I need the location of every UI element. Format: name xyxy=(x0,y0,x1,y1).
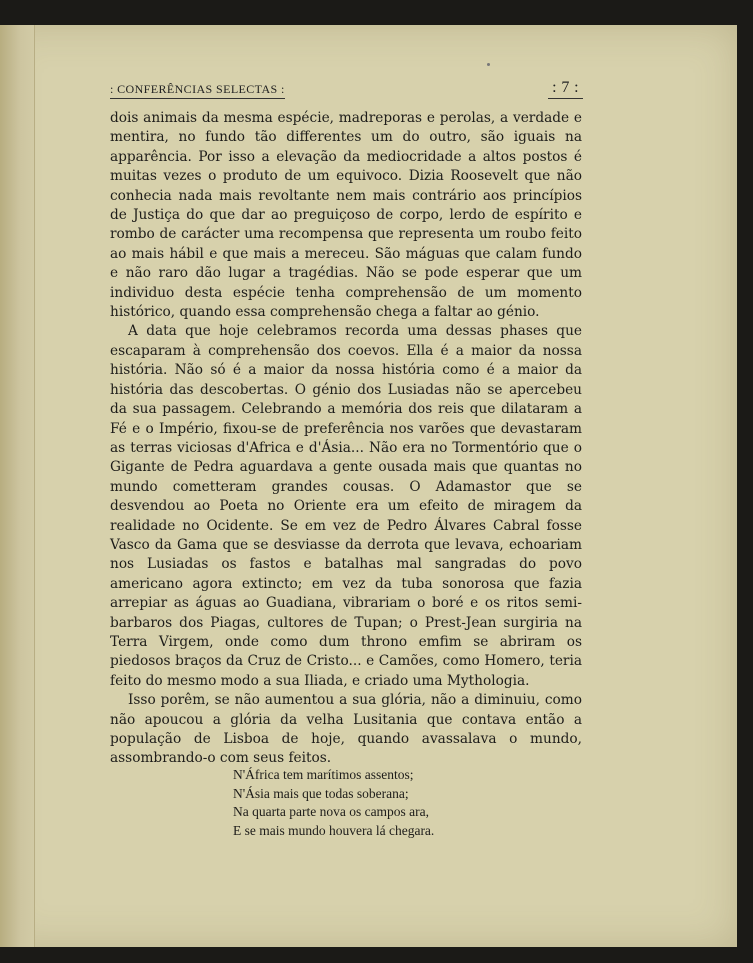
poem-line: E se mais mundo houvera lá chegara. xyxy=(233,822,435,838)
running-title: : CONFERÊNCIAS SELECTAS : xyxy=(110,82,285,99)
poem-line: N'África tem marítimos assentos; xyxy=(233,767,414,782)
poem-stanza xyxy=(233,766,434,840)
paragraph: Isso porêm, se não aumentou a sua glória, não a diminuiu, como não apoucou a glória da velha Lusitania que contava então a população de Lisboa de hoje, quando avassalava o mundo, assombrando-o com seus feitos. xyxy=(110,692,582,767)
paper-speck xyxy=(487,63,490,66)
body-text xyxy=(110,109,582,769)
page-number: : 7 : xyxy=(548,79,583,99)
poem-line: Na quarta parte nova os campos ara, xyxy=(233,804,430,819)
poem-line: N'Ásia mais que todas soberana; xyxy=(233,785,409,801)
paragraph: dois animais da mesma espécie, madreporas e perolas, a verdade e mentira, no fundo tão differentes um do outro, são iguais na apparência. Por isso a elevação da mediocridade a altos postos é muitas vezes o produto de um equivoco. Dizia Roosevelt que não conhecia nada mais revoltante nem mais contrário aos princípios de Justiça do que dar ao preguiçoso de corpo, lerdo de espírito e rombo de carácter uma recompensa que representa um roubo feito ao mais hábil e que mais a mereceu. São máguas que calam fundo e não raro dão lugar a tragédias. Não se pode esperar que um individuo desta espécie tenha comprehensão de um momento histórico, quando essa comprehensão chega a faltar ao génio. xyxy=(110,110,582,321)
page-header xyxy=(110,79,583,100)
page-binding-edge xyxy=(0,25,35,947)
paragraph: A data que hoje celebramos recorda uma dessas phases que escaparam à comprehensão dos coevos. Ella é a maior da nossa história. Não só é a maior da nossa história como é a maior da história das descobertas. O génio dos Lusiadas não se apercebeu da sua passagem. Celebrando a memória dos reis que dilataram a Fé e o Império, fixou-se de preferência nos varões que devastaram as terras viciosas d'Africa e d'Ásia... Não era no Tormentório que o Gigante de Pedra aguardava a gente ousada mais que quantas no mundo cometteram grandes cousas. O Adamastor que se desvendou ao Poeta no Oriente era um efeito de miragem da realidade no Ocidente. Se em vez de Pedro Álvares Cabral fosse Vasco da Gama que se desviasse da derrota que levava, echoariam nos Lusiadas os fastos e batalhas mal sangradas do povo americano agora extincto; em vez da tuba sonorosa que fazia arrepiar as águas ao Guadiana, vibrariam o boré e os ritos semi-barbaros dos Piagas, cultores de Tupan; o Prest-Jean surgiria na Terra Virgem, onde como dum throno emfim se abriram os piedosos braços da Cruz de Cristo... e Camões, como Homero, teria feito do mesmo modo a sua Iliada, e criado uma Mythologia. xyxy=(110,323,582,689)
